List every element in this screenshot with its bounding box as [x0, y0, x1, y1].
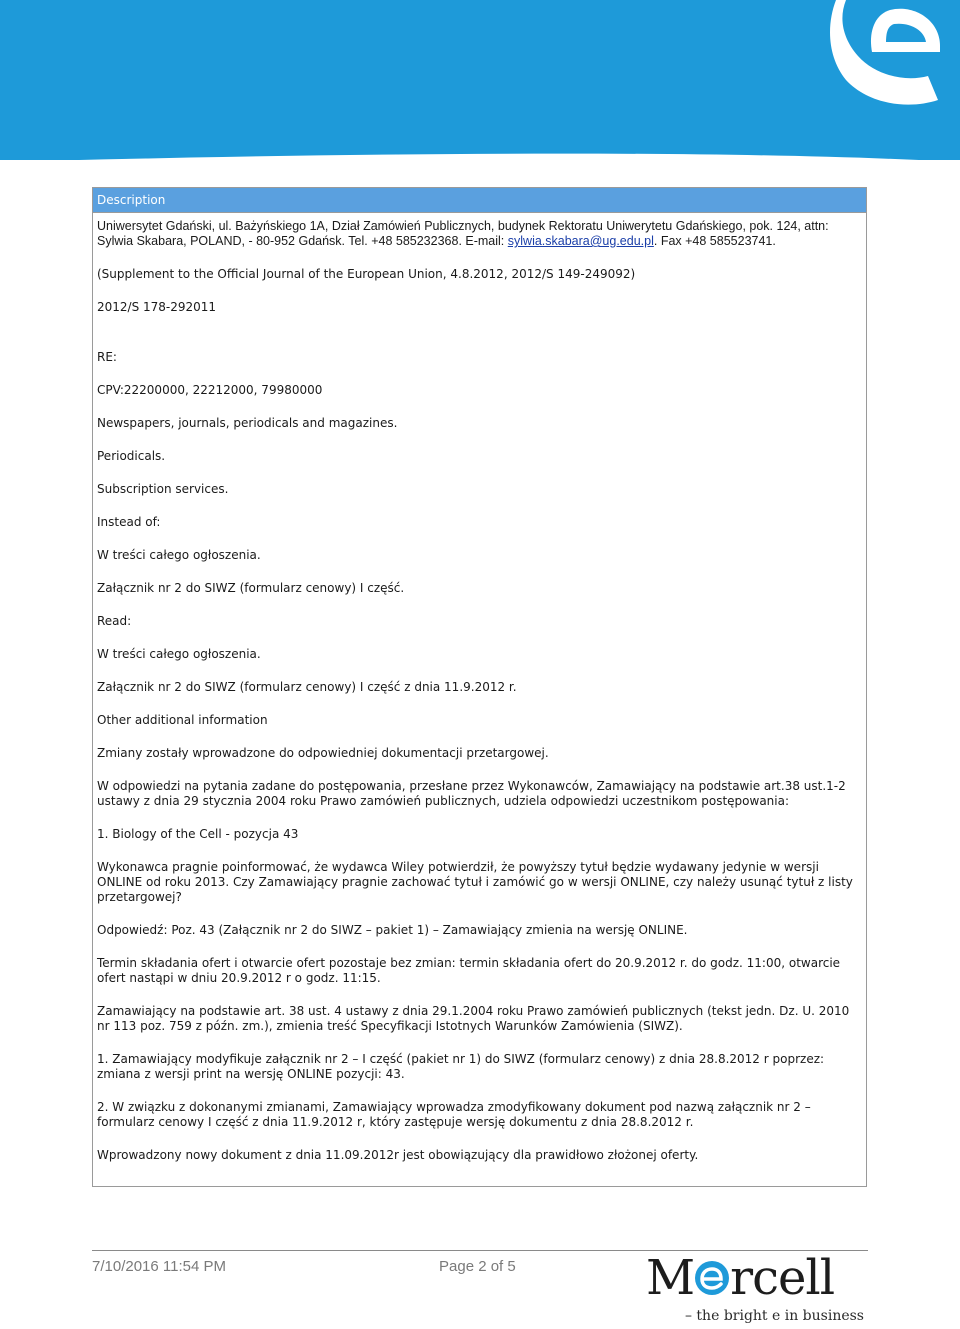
paragraph-newspapers: Newspapers, journals, periodicals and magazines. — [97, 416, 398, 430]
description-body — [93, 213, 866, 1163]
paragraph-answer: Odpowiedź: Poz. 43 (Załącznik nr 2 do SIWZ – pakiet 1) – Zamawiający zmienia na wersję ONLINE. — [97, 923, 688, 937]
paragraph-content-1: W treści całego ogłoszenia. — [97, 548, 261, 562]
paragraph-answers-intro: W odpowiedzi na pytania zadane do postępowania, przesłane przez Wykonawców, Zamawiający na podstawie art.38 ust.1-2 ustawy z dnia 29 stycznia 2004 roku Prawo zamówień publicznych, udziela odpowiedzi uczestnikom postępowania: — [97, 779, 846, 808]
top-banner — [0, 0, 960, 160]
brand-suffix: rcell — [730, 1250, 835, 1306]
paragraph-question: Wykonawca pragnie poinformować, że wydawca Wiley potwierdził, że powyższy tytuł będzie wydawany jedynie w wersji ONLINE od roku 2013. Czy Zamawiający pragnie zachować tytuł i zamówić go w wersji ONLINE, czy należy usunąć tytuł z listy przetargowej? — [97, 860, 853, 904]
paragraph-instead-of: Instead of: — [97, 515, 161, 529]
paragraph-item-1: 1. Biology of the Cell - pozycja 43 — [97, 827, 299, 841]
contact-text: Uniwersytet Gdański, ul. Bażyńskiego 1A, Dział Zamówień Publicznych, budynek Rektoratu Uniwerytetu Gdańskiego, pok. 124, attn: Sylwia Skabara, POLAND, - 80-952 Gdańsk. Tel. +48 585232368. E-mail: — [97, 219, 829, 248]
paragraph-legal-basis: Zamawiający na podstawie art. 38 ust. 4 ustawy z dnia 29.1.2004 roku Prawo zamówień publicznych (tekst jedn. Dz. U. 2010 nr 113 poz. 759 z późn. zm.), zmienia treść Specyfikacji Istotnych Warunków Zamówienia (SIWZ). — [97, 1004, 850, 1033]
paragraph-changes: Zmiany zostały wprowadzone do odpowiedniej dokumentacji przetargowej. — [97, 746, 549, 760]
marcell-e-icon — [828, 0, 948, 110]
brand-prefix: M — [646, 1250, 695, 1306]
description-header: Description — [93, 188, 866, 213]
brand-name — [646, 1252, 834, 1304]
brand-e-icon — [694, 1260, 730, 1296]
marcell-logo — [646, 1252, 868, 1328]
paragraph-periodicals: Periodicals. — [97, 449, 166, 463]
description-box — [92, 187, 867, 1187]
fax-text: . Fax +48 585523741. — [653, 234, 776, 248]
paragraph-notice-number: 2012/S 178-292011 — [97, 300, 217, 314]
paragraph-re: RE: — [97, 350, 117, 364]
paragraph-modification-2: 2. W związku z dokonanymi zmianami, Zamawiający wprowadza zmodyfikowany dokument pod nazwą załącznik nr 2 – formularz cenowy I część z dnia 11.9.2012 r, który zastępuje wersję dokumentu z dnia 28.8.2012 r. — [97, 1100, 811, 1129]
paragraph-new-document: Wprowadzony nowy dokument z dnia 11.09.2012r jest obowiązujący dla prawidłowo złożonej oferty. — [97, 1148, 699, 1162]
footer-page-number: Page 2 of 5 — [439, 1258, 516, 1275]
footer-datetime: 7/10/2016 11:54 PM — [92, 1258, 226, 1275]
paragraph-other-info: Other additional information — [97, 713, 268, 727]
paragraph-supplement: (Supplement to the Official Journal of the European Union, 4.8.2012, 2012/S 149-249092) — [97, 267, 636, 281]
email-link[interactable]: sylwia.skabara@ug.edu.pl — [507, 234, 654, 248]
paragraph-modification-1: 1. Zamawiający modyfikuje załącznik nr 2 – I część (pakiet nr 1) do SIWZ (formularz cenowy) z dnia 28.8.2012 r poprzez: zmiana z wersji print na wersję ONLINE pozycji: 43. — [97, 1052, 825, 1081]
paragraph-deadline: Termin składania ofert i otwarcie ofert pozostaje bez zmian: termin składania ofert do 20.9.2012 r. do godz. 11:00, otwarcie ofert nastąpi w dniu 20.9.2012 r o godz. 11:15. — [97, 956, 841, 985]
banner-wave — [0, 148, 960, 160]
paragraph-attachment-2: Załącznik nr 2 do SIWZ (formularz cenowy) I część z dnia 11.9.2012 r. — [97, 680, 517, 694]
paragraph-content-2: W treści całego ogłoszenia. — [97, 647, 261, 661]
paragraph-cpv: CPV:22200000, 22212000, 79980000 — [97, 383, 323, 397]
contact-paragraph — [97, 219, 862, 249]
brand-tagline: – the bright e in business — [684, 1308, 864, 1324]
paragraph-subscription: Subscription services. — [97, 482, 229, 496]
paragraph-read: Read: — [97, 614, 132, 628]
paragraph-attachment-1: Załącznik nr 2 do SIWZ (formularz cenowy) I część. — [97, 581, 405, 595]
